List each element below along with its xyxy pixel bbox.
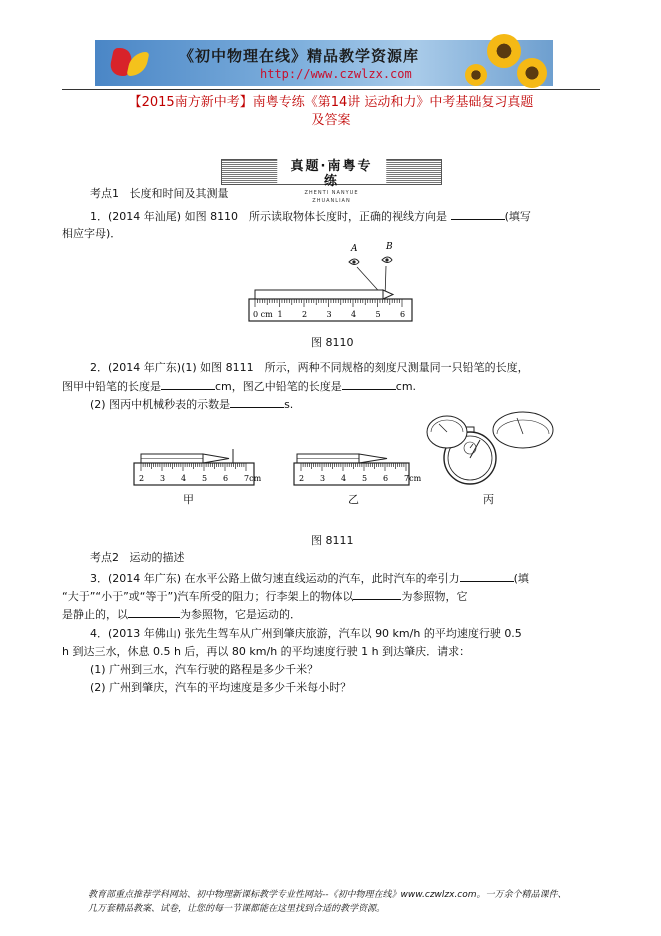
- footer: [88, 888, 588, 916]
- ruler-8110-tick-label: 1: [277, 310, 283, 319]
- sunflower-icon: [517, 58, 547, 88]
- ruler-jia-tick-label: 4: [181, 474, 187, 483]
- q1-text-b: (填写: [504, 210, 531, 223]
- document-title-cont: 及答案: [311, 113, 351, 128]
- dial-magnifier-large: [493, 412, 553, 448]
- label-b: B: [386, 242, 393, 252]
- q2-text-d: (2) 图丙中机械秒表的示数是: [90, 398, 231, 411]
- q3-text-b: (填: [513, 572, 529, 585]
- ruler-8110-tick-label: 5: [375, 310, 381, 319]
- q4-sub2: (2) 广州到肇庆，汽车的平均速度是多少千米每小时？: [90, 681, 352, 694]
- q1-text: 1．(2014 年汕尾) 如图 8110 所示读取物体长度时，正确的视线方向是: [90, 210, 448, 223]
- q2-text-b: cm，图乙中铅笔的长度是: [215, 380, 342, 393]
- q1-line1: [90, 208, 531, 225]
- footer-line1: 教育部重点推荐学科网站、初中物理新课标教学专业性网站--《初中物理在线》www.czwlzx.com。一万余个精品课件、: [88, 890, 567, 900]
- object-bar: [255, 290, 383, 299]
- ruler-8110-tick-label: 6: [400, 310, 406, 319]
- sunflower-icon: [487, 34, 521, 68]
- q4-line2: h 到达三水，休息 0.5 h 后，再以 80 km/h 的平均速度行驶 1 h 到达肇庆．请求：: [62, 645, 471, 658]
- dial-magnifier-small: [427, 416, 467, 448]
- q2-text-e: s.: [284, 398, 294, 411]
- kp1-label: 考点1: [90, 187, 119, 200]
- pencil-yi-tip: [359, 454, 387, 463]
- ruler-jia-tick-label: 3: [160, 474, 166, 483]
- q3-blank-ref2[interactable]: [128, 606, 180, 618]
- label-jia: 甲: [183, 493, 194, 506]
- figure-8111-bing: [425, 410, 555, 492]
- ruler-yi-tick-label: 4: [341, 474, 347, 483]
- q3-line1: [90, 570, 529, 587]
- figure-8110-caption: 图 8110: [311, 336, 354, 349]
- q3-text-f: 为参照物，它是运动的．: [180, 608, 301, 621]
- ruler-8110-tick-label: 0 cm: [253, 310, 273, 319]
- section-subtitle: ZHENTI NANYUE ZHUANLIAN: [304, 190, 359, 204]
- q3-text-d: 为参照物，它: [401, 590, 468, 603]
- banner-url: http://www.czwlzx.com: [260, 67, 412, 81]
- ruler-yi-tick-label: 5: [362, 474, 368, 483]
- label-a: A: [351, 244, 358, 254]
- q2-line3: [90, 396, 293, 413]
- q2-text-c: cm.: [395, 380, 417, 393]
- object-tip: [383, 290, 393, 299]
- q2-text-a: 图甲中铅笔的长度是: [62, 380, 161, 393]
- ruler-jia-tick-label: 5: [202, 474, 208, 483]
- q1-line2: 相应字母)．: [62, 227, 122, 240]
- q3-line2: [62, 588, 467, 605]
- ruler-jia-tick-label: 6: [223, 474, 229, 483]
- q4-line1: 4．(2013 年佛山) 张先生驾车从广州到肇庆旅游，汽车以 90 km/h 的平均速度行驶 0.5: [90, 627, 522, 640]
- kp2-label: 考点2: [90, 551, 119, 564]
- q3-text-c: “大于”“小于”或“等于”)汽车所受的阻力；行李架上的物体以: [62, 590, 354, 603]
- figure-8111-caption: 图 8111: [311, 534, 354, 547]
- ruler-8110-tick-label: 4: [351, 310, 357, 319]
- ruler-jia-tick-label: 7cm: [244, 474, 262, 483]
- section-banner: [221, 159, 442, 204]
- q3-text-a: 3．(2014 年广东) 在水平公路上做匀速直线运动的汽车，此时汽车的牵引力: [90, 572, 460, 585]
- figure-8111-jia: [133, 448, 262, 494]
- q4-sub1: (1) 广州到三水，汽车行驶的路程是多少千米？: [90, 663, 319, 676]
- q2-line2: [62, 378, 416, 395]
- figure-8111-yi: [293, 448, 422, 494]
- q3-line3: [62, 606, 301, 623]
- ruler-jia-tick-label: 2: [139, 474, 145, 483]
- q3-blank-force[interactable]: [460, 570, 514, 582]
- ruler-8110-tick-label: 3: [326, 310, 332, 319]
- header-banner: [95, 40, 553, 86]
- q2-line1: 2．(2014 年广东)(1) 如图 8111 所示，两种不同规格的刻度尺测量同一只铅笔的长度，: [90, 361, 529, 374]
- kp2-heading: [90, 550, 185, 566]
- header-rule: [62, 89, 600, 90]
- ruler-jia: [134, 463, 254, 485]
- kp1-title: 长度和时间及其测量: [129, 187, 229, 200]
- kp1-heading: [90, 186, 229, 202]
- ruler-8110-tick-label: 2: [302, 310, 308, 319]
- ruler-yi-tick-label: 6: [383, 474, 389, 483]
- ruler-yi-tick-label: 3: [320, 474, 326, 483]
- ruler-yi-tick-label: 7cm: [404, 474, 422, 483]
- ruler-yi-tick-label: 2: [299, 474, 305, 483]
- kp2-title: 运动的描述: [129, 551, 185, 564]
- q3-text-e: 是静止的，以: [62, 608, 128, 621]
- label-yi: 乙: [348, 493, 359, 506]
- label-bing: 丙: [483, 493, 494, 506]
- pencil-jia-tip: [203, 454, 229, 463]
- footer-line2: 几万套精品教案、试卷，让您的每一节课都能在这里找到合适的教学资源。: [88, 904, 386, 914]
- eye-b-icon: [382, 257, 392, 263]
- q2-blank-jia[interactable]: [161, 378, 215, 390]
- sunflower-icon: [465, 64, 487, 86]
- q1-answer-blank[interactable]: [451, 208, 505, 220]
- q2-blank-bing[interactable]: [230, 396, 284, 408]
- eye-a-icon: [349, 259, 359, 265]
- q2-blank-yi[interactable]: [342, 378, 396, 390]
- document-title: 【2015南方新中考】南粤专练《第14讲 运动和力》中考基础复习真题: [128, 95, 534, 110]
- section-title: 真题·南粤专练: [290, 159, 373, 189]
- q3-blank-ref1[interactable]: [353, 588, 401, 600]
- banner-title: 《初中物理在线》精品教学资源库: [179, 47, 420, 65]
